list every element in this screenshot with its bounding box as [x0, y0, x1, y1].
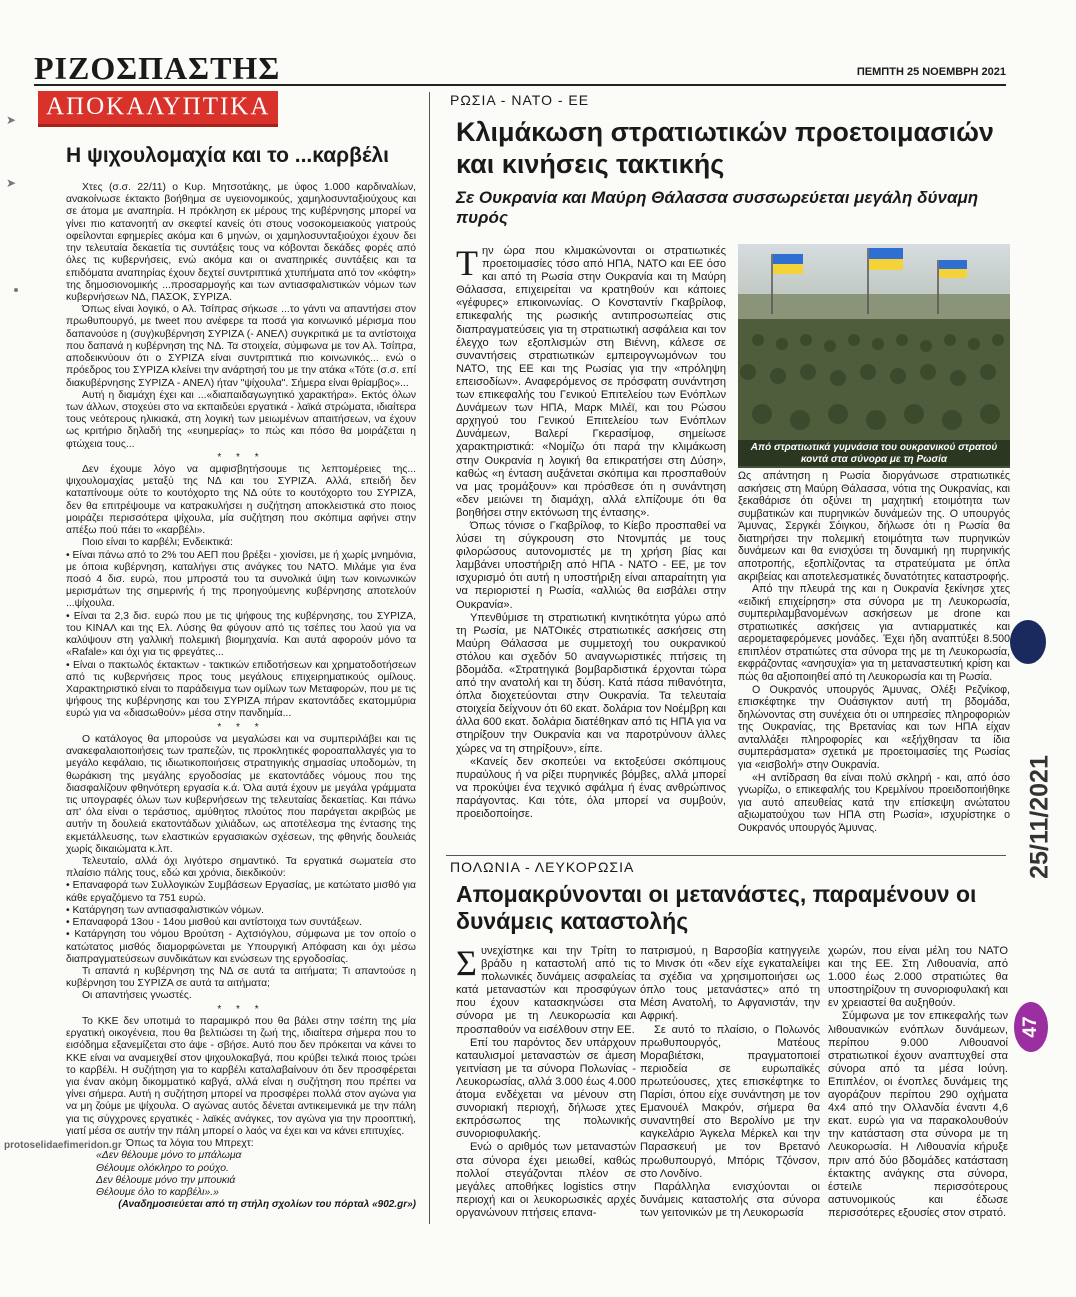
- article-text-column: [828, 945, 1008, 1220]
- column-paragraph: Χτες (σ.σ. 22/11) ο Κυρ. Μητσοτάκης, με ύφος 1.000 καρδιναλίων, ανακοίνωσε έκτακτο βοήθημα σε υγειονομικούς, χαμηλοσυνταξιούχους και σε άτομα με αναπηρία. Η πρόκληση εκ μέρους της κυβέρνησης μπορεί να γίνει πιο κατανοητή αν σκεφτεί κανείς ότι στους νοσοκομειακούς γιατρούς οφείλονται εφημερίες ακόμα και 6 μηνών, οι χαμηλοσυνταξιούχοι έχουν δει την τελευταία δεκαετία τις συντάξεις τους να κόβονται δεκάδες φορές από όλες τις κυβερνήσεις, ενώ ακόμα και οι αναπηρικές συντάξεις και τα επιδόματα αναπηρίας έχουν δεχτεί συντριπτικά χτυπήματα από τον «κόφτη» της δημοσιονομικής ...προσαρμογής και των αντιασφαλιστικών νόμων των κυβερνήσεων ΝΔ, ΠΑΣΟΚ, ΣΥΡΙΖΑ.: [66, 182, 416, 303]
- column-source: (Αναδημοσιεύεται από τη στήλη σχολίων του πόρταλ «902.gr»): [118, 1199, 416, 1211]
- photo-caption: Από στρατιωτικά γυμνάσια του ουκρανικού στρατού κοντά στα σύνορα με τη Ρωσία: [738, 440, 1010, 468]
- masthead-rule: [34, 84, 1006, 86]
- article-text-column: [738, 470, 1010, 834]
- article-paragraph: Συνεχίστηκε και την Τρίτη το βράδυ η καταστολή από τις πολωνικές δυνάμεις ασφαλείας κατά μεταναστών και προσφύγων που έχουν κατασκηνώσει στα σύνορα με τη Λευκορωσία και προσπαθούν να εισέλθουν στην ΕΕ.: [456, 943, 636, 1036]
- article-paragraph: Σύμφωνα με τον επικεφαλής των λιθουανικών ενόπλων δυνάμεων, περίπου 9.000 Λιθουανοί στρατιωτικοί έχουν αναπτυχθεί στα σύνορα από τα μέσα Ιούνη. Επιπλέον, οι ένοπλες δυνάμεις της αγοράζουν περίπου 290 οχήματα 4x4 από την Ολλανδία έναντι 4,6 εκατ. ευρώ για να παρακολουθούν την κατάσταση στα σύνορα με τη Λευκορωσία. Η Λιθουανία κήρυξε πριν από δύο βδομάδες κατάσταση έκτακτης ανάγκης στα σύνορα, έστειλε περισσότερους αστυνομικούς και έδωσε περισσότερες εξουσίες στον στρατό.: [828, 1010, 1008, 1219]
- page-number: 47: [1020, 1016, 1041, 1038]
- column-kicker: ΑΠΟΚΑΛΥΠΤΙΚΑ: [38, 91, 278, 127]
- vertical-date: 25/11/2021: [1025, 755, 1054, 879]
- margin-arrow-icon: ➤: [6, 176, 17, 190]
- column-paragraph: Όπως τα λόγια του Μπρεχτ:: [126, 1138, 254, 1150]
- margin-arrow-icon: ➤: [6, 113, 17, 127]
- page-number-badge: [1014, 1002, 1048, 1052]
- article-paragraph: πατρισμού, η Βαρσοβία κατηγγειλε το Μινσκ ότι «δεν είχε εγκαταλείψει τα σχέδια να χρησιμοποιήσει ως όπλο τους μετανάστες» από τη Μέση Ανατολή, το Αφγανιστάν, την Αφρική.: [640, 945, 820, 1023]
- article-paragraph: Επί του παρόντος δεν υπάρχουν καταυλισμοί μεταναστών σε άμεση γειτνίαση με τα σύνορα Πολωνίας - Λευκορωσίας, αλλά 3.000 έως 4.000 άτομα ενδέχεται να μένουν στη συνοριακή περιοχή, δήλωσε χτες εκπρόσωπος της πολωνικής συνοριοφυλακής.: [456, 1036, 636, 1141]
- list-item: • Κατάργηση των αντιασφαλιστικών νόμων.: [66, 905, 416, 917]
- list-item: • Κατάργηση του νόμου Βρούτση - Αχτσιόγλου, σύμφωνα με τον οποίο ο κατώτατος μισθός διαμορφώνεται με Υπουργική Απόφαση και όχι μέσω διαπραγματεύσεων συνδικάτων και ενώσεων της εργοδοσίας.: [66, 929, 416, 966]
- article-photo: [738, 244, 1010, 466]
- article-subheadline: Σε Ουκρανία και Μαύρη Θάλασσα συσσωρεύεται μεγάλη δύναμη πυρός: [456, 188, 979, 227]
- column-paragraph: Το ΚΚΕ δεν υποτιμά το παραμικρό που θα βάλει στην τσέπη της μία εργατική οικογένεια, που θα βελτιώσει τη ζωή της, ιδιαίτερα σήμερα που το εισόδημα εξανεμίζεται στο άψε - σβήσε. Αυτό που δεν πρόκειται να κάνει το ΚΚΕ είναι να αναμειχθεί στον ψιχουλοκαβγά, που κρύβει τελικά ποιος τρώει το καρβέλι. Η συζήτηση για το καρβέλι καταλαβαίνουν ότι δεν προσφέρεται για έναν ακόμη δικομματικό καβγά, αλλά είναι η συζήτηση που πρέπει να γίνει σήμερα. Αυτή η συζήτηση μπορεί να προσφέρει πολλά στον αγώνα για να μη ζούμε με ψίχουλα. Ο αγώνας αυτός δένεται αντικειμενικά με την πάλη για τις σύγχρονες εργατικές - λαϊκές ανάγκες, τον αγώνα για την προοπτική, γιατί μέσα σε αυτήν την πάλη μπορεί ο λαός να έχει και να κάνει επιτυχίες.: [66, 1015, 416, 1137]
- watermark: protoselidaefimeridon.gr: [4, 1140, 122, 1151]
- punch-hole: [1010, 620, 1046, 664]
- article-paragraph: Ενώ ο αριθμός των μεταναστών στα σύνορα έχει μειωθεί, καθώς πολλοί στεγάζονται πλέον σε μεγάλες αποθήκες logistics στην περιοχή και οι λευκορωσικές αρχές οργανώνουν πτήσεις επανα-: [456, 1141, 636, 1219]
- column-paragraph: Οι απαντήσεις γνωστές.: [82, 990, 192, 1002]
- separator: * * *: [217, 451, 265, 463]
- column-paragraph: Τι απαντά η κυβέρνηση της ΝΔ σε αυτά τα αιτήματα; Τι απαντούσε η κυβέρνηση του ΣΥΡΙΖΑ σε αυτά τα αιτήματα;: [66, 966, 416, 990]
- poem-line: «Δεν θέλουμε μόνο το μπάλωμα: [96, 1150, 242, 1162]
- list-item: • Είναι τα 2,3 δισ. ευρώ που με τις ψήφους της κυβέρνησης, του ΣΥΡΙΖΑ, του ΚΙΝΑΛ και της Ελ. Λύσης θα φύγουν από τις τσέπες του λαού για να καλύψουν στη γαλλική πολεμική βιομηχανία. Και αυτά αφορούν μόνο τα «Rafale» και όχι για τις φρεγάτες...: [66, 611, 416, 660]
- column-title: Η ψιχουλομαχία και το ...καρβέλι: [66, 144, 389, 167]
- bullet-list: [66, 880, 416, 966]
- drop-cap: Τ: [456, 243, 478, 283]
- article-text-column: [456, 945, 636, 1220]
- article-paragraph: Υπενθύμισε τη στρατιωτική κινητικότητα γύρω από τη Ρωσία, με ΝΑΤΟικές στρατιωτικές ασκήσεις στη Μαύρη Θάλασσα με συμμετοχή του ουκρανικού στόλου και σχεδόν 50 αναγνωριστικές πτήσεις τη βδομάδα. «Στρατηγικά βομβαρδιστικά έρχονται τώρα από την ανατολή και τη δύση. Κατά πάσα πιθανότητα, όπλα διοχετεύονται στην Ουκρανία. Τα τελευταία στοιχεία δείχνουν ότι 60 εκατ. δολάρια τον Νοέμβρη και άλλα 600 εκατ. δολάρια διατέθηκαν από τις ΗΠΑ για να στηρίξουν την Ουκρανία και να παροτρύνουν άλλες χώρες να τη στηρίξουν», είπε.: [456, 611, 726, 755]
- bullet-list: [66, 550, 416, 721]
- column-body: [66, 182, 417, 1211]
- list-item: • Επαναφορά 13ου - 14ου μισθού και αντίστοιχα των συντάξεων.: [66, 917, 416, 929]
- article-section-label: ΡΩΣΙΑ - ΝΑΤΟ - ΕΕ: [450, 92, 590, 108]
- poem-line: Δεν θέλουμε μόνο την μπουκιά: [96, 1174, 236, 1186]
- newspaper-logo: ΡΙΖΟΣΠΑΣΤΗΣ: [34, 50, 281, 86]
- article-paragraph: Ως απάντηση η Ρωσία διοργάνωσε στρατιωτικές ασκήσεις στη Μαύρη Θάλασσα, νότια της Ουκρανίας, και ξεκαθάρισε ότι οξύνει τη μαχητική ετοιμότητα των συμβατικών και πυρηνικών δυνάμεών της. Ο υπουργός Άμυνας, Σεργκέι Σόιγκου, δήλωσε ότι η Ρωσία θα διατηρήσει την πολεμική ετοιμότητα των πυρηνικών δυνάμεων και θα ενισχύσει τη δυναμική ηη πυρηνικής αποτροπής, εξοπλίζοντας τα στρατεύματα με όπλα ακριβείας και αποτελεσματικές δυνατότητες καταστροφής.: [738, 470, 1010, 583]
- article-paragraph: Παράλληλα ενισχύονται οι δυνάμεις καταστολής στα σύνορα των γειτονικών με τη Λευκορωσία: [640, 1180, 820, 1219]
- article-headline: Κλιμάκωση στρατιωτικών προετοιμασιών και κινήσεις τακτικής: [456, 117, 994, 179]
- separator: * * *: [217, 1003, 265, 1015]
- list-item: • Είναι πάνω από το 2% του ΑΕΠ που βρέξει - χιονίσει, με ή χωρίς μνημόνια, με όποια κυβέρνηση, καταλήγει στις ανάγκες του ΝΑΤΟ. Μιλάμε για ένα ποσό 4 δισ. ευρώ, που μπροστά του τα συνολικά ύψη των κοινωνικών μερισμάτων της σημερινής ή της προηγούμενης κυβέρνησης αποτελούν ...ψίχουλα.: [66, 550, 416, 611]
- separator: * * *: [217, 721, 265, 733]
- issue-date: ΠΕΜΠΤΗ 25 ΝΟΕΜΒΡΗ 2021: [856, 66, 1006, 78]
- list-item: • Είναι ο πακτωλός έκτακτων - τακτικών επιδοτήσεων και χρηματοδοτήσεων από τις κυβερνήσεις προς τους μεγάλους επιχειρηματικούς ομίλους. Χαρακτηριστικό είναι το παράδειγμα των ομίλων των Μεταφορών, που με τις ψήφους της κυβέρνησης και του ΣΥΡΙΖΑ πήραν εκατοντάδες εκατομμύρια ευρώ για να «διασωθούν» μέσα στην πανδημία...: [66, 660, 416, 721]
- article-paragraph: Ο Ουκρανός υπουργός Άμυνας, Ολέξι Ρεζνίκοφ, επισκέφτηκε την Ουάσιγκτον αυτή τη βδομάδα, δηλώνοντας στη συνέχεια ότι οι υπηρεσίες πληροφοριών της Ουκρανίας, της Βρετανίας και των ΗΠΑ είχαν ανταλλάξει πληροφορίες και «εξήχθησαν τα ίδια συμπεράσματα» σχετικά με προετοιμασίες της Ρωσίας για «εισβολή» στην Ουκρανία.: [738, 683, 1010, 771]
- article-text-column: [456, 245, 726, 821]
- margin-dot-icon: [14, 288, 18, 292]
- poem-line: Θέλουμε ολόκληρο το ρούχο.: [96, 1162, 229, 1174]
- column-paragraph: Ο κατάλογος θα μπορούσε να μεγαλώσει και να συμπεριλάβει και τις ανακεφαλαιοποιήσεις των τραπεζών, τις προκλητικές φοροαπαλλαγές για το μεγάλο κεφάλαιο, τις ιδιωτικοποιήσεις στρατηγικής σημασίας υποδομών, τη θωράκιση της μεγάλης εργοδοσίας με εκατοντάδες νόμους που της διασφαλίζουν φθηνότερη εργασία κ.ά. Όλα αυτά έχουν με μεγάλα γράμματα τις υπογραφές όλων των κυβερνήσεων της τελευταίας δεκαετίας. Και πάνω απ' όλα είναι ο τεράστιος, αμύθητος πλούτος που παράγεται ακριβώς με αυτήν τη δουλειά εκατοντάδων χιλιάδων, ως αποτέλεσμα της έντασης της εκμετάλλευσης, των ελαστικών εργασιακών σχέσεων, της φθηνής δουλειάς χωρίς δικαιώματα κ.λπ.: [66, 733, 416, 855]
- column-paragraph: Τελευταίο, αλλά όχι λιγότερο σημαντικό. Τα εργατικά σωματεία στο πλαίσιο πάλης τους, εδώ και χρόνια, διεκδικούν:: [66, 856, 416, 880]
- article-paragraph: Από την πλευρά της και η Ουκρανία ξεκίνησε χτες «ειδική επιχείρηση» στα σύνορα με τη Λευκορωσία, συμπεριλαμβανομένων ασκήσεων με drone και στρατιωτικές ασκήσεις για αντιαρματικές και αερομεταφερόμενες μονάδες. Έχει ήδη αναπτύξει 8.500 επιπλέον στρατιώτες στα σύνορα της με τη Λευκορωσία, εκφράζοντας «ανησυχία» για τη μεταναστευτική κρίση και πώς θα αξιοποιηθεί από τη Λευκορωσία και τη Ρωσία.: [738, 583, 1010, 683]
- article-paragraph: «Κανείς δεν σκοπεύει να εκτοξεύσει σκόπιμους πυραύλους ή να ρίξει πυρηνικές βόμβες, αλλά μπορεί να προκύψει ένα τεχνικό σφάλμα ή ένας ανθρώπινος παράγοντας. Και τότε, όλα μπορεί να συμβούν, προειδοποίησε.: [456, 755, 726, 821]
- column-divider: [429, 92, 430, 1224]
- article-paragraph: Όπως τόνισε ο Γκαβρίλοφ, το Κίεβο προσπαθεί να λύσει τη σύγκρουση στο Ντονμπάς με τους φιλορώσους αυτονομιστές με τη χρήση βίας και λαμβάνει υποστήριξη από ΗΠΑ - ΝΑΤΟ - ΕΕ, με τον ισχυρισμό ότι αυτή η υποστήριξη είναι απαραίτητη για να περιοριστεί η Ρωσία, «αλλιώς θα εισβάλει στην Ουκρανία».: [456, 519, 726, 611]
- article-paragraph: Σε αυτό το πλαίσιο, ο Πολωνός πρωθυπουργός, Ματέους Μοραβιέτσκι, πραγματοποιεί περιοδεία σε ευρωπαϊκές πρωτεύουσες, χτες επισκέφτηκε το Παρίσι, όπου είχε συνάντηση με τον Εμανουέλ Μακρόν, σήμερα θα συναντηθεί στο Βερολίνο με την καγκελάριο Άγκελα Μέρκελ και την Παρασκευή με τον Βρετανό πρωθυπουργό, Μπόρις Τζόνσον, στο Λονδίνο.: [640, 1023, 820, 1180]
- poem-line: Θέλουμε όλο το καρβέλι».»: [96, 1186, 219, 1198]
- column-paragraph: Αυτή η διαμάχη έχει και ...«διαπαιδαγωγητικό χαρακτήρα». Εκτός όλων των άλλων, στοχεύει στο να εκπαιδεύει εργατικά - λαϊκά στρώματα, ιδιαίτερα τους νεότερους ηλικιακά, στη λογική των μειωμένων απαιτήσεων, να έχουν ως κριτήριο δηλαδή της «ευημερίας» το πώς και πόσο θα μοιράζεται η φτώχεια τους...: [66, 389, 416, 450]
- article-paragraph: Την ώρα που κλιμακώνονται οι στρατιωτικές προετοιμασίες τόσο από ΗΠΑ, ΝΑΤΟ και ΕΕ όσο και από τη Ρωσία στην Ουκρανία και τη Μαύρη Θάλασσα, επιχειρείται να κρατηθούν και κάποιες «γέφυρες» επικοινωνίας. Ο Κονσταντίν Γκαβρίλοφ, επικεφαλής της ρωσικής αντιπροσωπείας στις διαπραγματεύσεις για τη στρατιωτική ασφάλεια και τον έλεγχο των εξοπλισμών στη Βιέννη, κάλεσε σε συναντήσεις στρατιωτικών εμπειρογνωμόνων του ΝΑΤΟ, της ΕΕ και της Ρωσίας για την «πρόληψη επεισοδίων». Αναφερόμενος σε πρόσφατη συνάντηση των επικεφαλής του Γενικού Επιτελείου των Ενόπλων Δυνάμεων των ΗΠΑ, Μαρκ Μιλέϊ, και του Ρώσου αρχηγού του Γενικού Επιτελείου των Ενόπλων Δυνάμεων, Βαλερί Γκερασίμοφ, σημείωσε χαρακτηριστικά: «Νομίζω ότι παρά την κλιμάκωση στην Ουκρανία η λογική θα επικρατήσει στη Δύση», καθώς «η ένταση αυξάνεται σκόπιμα και προσπαθούν να μας τρομάξουν» και πρόσθεσε ότι η συνάντηση «δεν μειώνει τη διαμάχη, αλλά ελπίζουμε ότι θα βοηθήσει στην εκτόνωση της έντασης».: [456, 243, 726, 519]
- column-paragraph: Όπως είναι λογικό, ο Αλ. Τσίπρας σήκωσε ...το γάντι να απαντήσει στον πρωθυπουργό, με tweet που ανέφερε τα ποσά για κοινωνικό μέρισμα που δαπανούσε η (συγ)κυβέρνηση ΣΥΡΙΖΑ (- ΑΝΕΛ) συγκριτικά με τα αντίστοιχα που δαπανά η κυβέρνηση της ΝΔ. Τα στοιχεία, σύμφωνα με τον Αλ. Τσίπρα, αποδεικνύουν ότι ο ΣΥΡΙΖΑ είναι συντριπτικά πιο κοινωνικός... ενώ ο πρόεδρος του ΣΥΡΙΖΑ κλείνει την ανάρτησή του με την ατάκα «Τότε (σ.σ. επί διακυβέρνησης ΣΥΡΙΖΑ - ΑΝΕΛ) ήταν "ψίχουλα". Σήμερα είναι θρίαμβος»...: [66, 304, 416, 389]
- article-section-label: ΠΟΛΩΝΙΑ - ΛΕΥΚΟΡΩΣΙΑ: [450, 859, 635, 875]
- list-item: • Επαναφορά των Συλλογικών Συμβάσεων Εργασίας, με κατώτατο μισθό για κάθε εργαζόμενο τα 751 ευρώ.: [66, 880, 416, 904]
- section-rule: [446, 855, 1006, 856]
- column-paragraph: Δεν έχουμε λόγο να αμφισβητήσουμε τις λεπτομέρειες της... ψιχουλομαχίας μεταξύ της ΝΔ και του ΣΥΡΙΖΑ. Αλλά, επειδή δεν καταπίνουμε ούτε το κουτόχορτο της ΝΔ ούτε το κουτόχορτο του ΣΥΡΙΖΑ, δεν θα επιτρέψουμε να κατρακυλήσει η συζήτηση αποκλειστικά στο ποιος μοιράζει περισσότερα ψίχουλα, μία συζήτηση που σκόπιμα αφήνει στην απέξω πού πάει το «καρβέλι».: [66, 464, 416, 537]
- column-paragraph: Ποιο είναι το καρβέλι; Ενδεικτικά:: [82, 537, 233, 549]
- article-paragraph: «Η αντίδραση θα είναι πολύ σκληρή - και, από όσο γνωρίζω, ο επικεφαλής του Κρεμλίνου προειδοποιήθηκε για αυτό απευθείας κατά την επίσκεψη ανώτατου αξιωματούχου των ΗΠΑ στη Ρωσία», ισχυρίστηκε ο Ουκρανός υπουργός Άμυνας.: [738, 771, 1010, 834]
- article-paragraph: χωρών, που είναι μέλη του ΝΑΤΟ και της ΕΕ. Στη Λιθουανία, από 1.000 έως 2.000 στρατιώτες θα υποστηρίζουν τη συνοριοφυλακή και εν χρειαστεί θα αυξηθούν.: [828, 945, 1008, 1010]
- article-headline: Απομακρύνονται οι μετανάστες, παραμένουν οι δυνάμεις καταστολής: [456, 881, 977, 934]
- drop-cap: Σ: [456, 943, 477, 983]
- article-text-column: [640, 945, 820, 1220]
